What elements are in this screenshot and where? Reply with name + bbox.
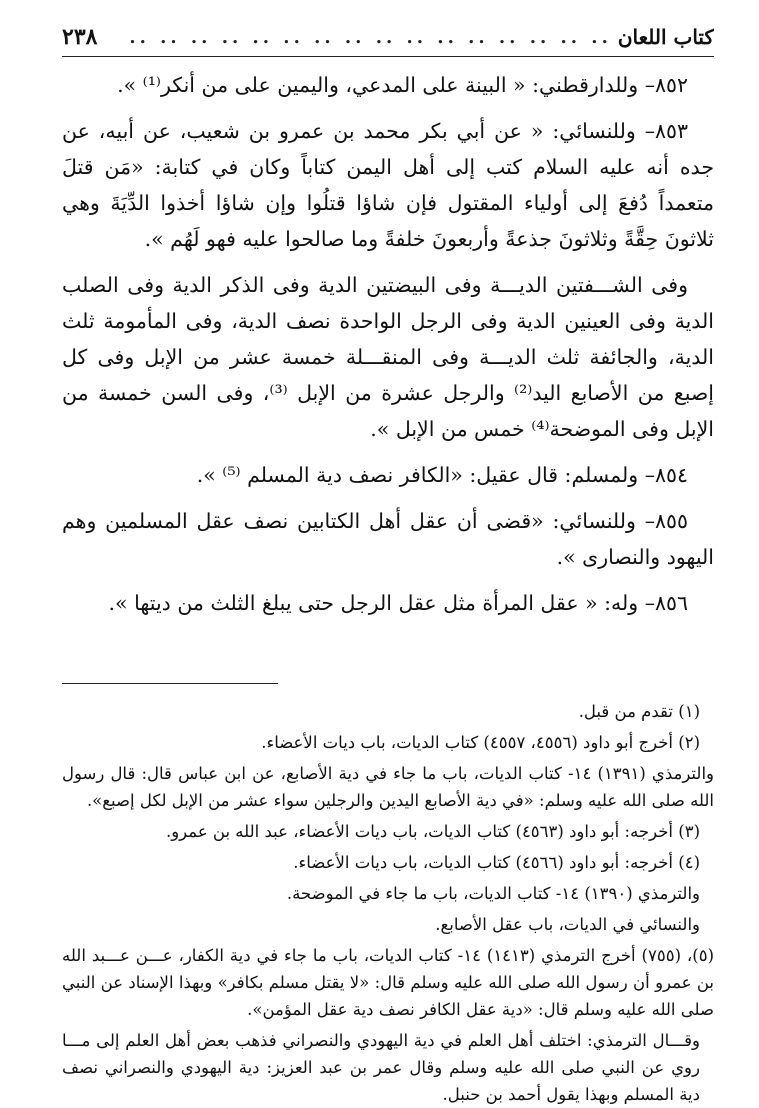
footnote-4-tirmidhi: والترمذي (١٣٩٠) ١٤- كتاب الديات، باب ما جاء في الموضحة. — [286, 884, 700, 903]
footnote-4: (٤) أخرجه: أبو داود (٤٥٦٦) كتاب الديات، باب ديات الأعضاء. — [293, 853, 700, 872]
main-text — [62, 67, 714, 621]
hadith-852: ٨٥٢– وللدارقطني: « البينة على المدعي، واليمين على من أنكر⁽¹⁾ ». — [117, 73, 688, 97]
leader-dots: .. .. .. .. .. .. .. .. .. .. .. .. .. .. .. .. — [129, 26, 612, 48]
hadith-856: ٨٥٦– وله: « عقل المرأة مثل عقل الرجل حتى يبلغ الثلث من ديتها ». — [108, 591, 688, 615]
footnote-5-tirmidhi-comment: وقـــال الترمذي: اختلف أهل العلم في دية اليهودي والنصراني فذهب بعض أهل العلم إلى مـــا روي عن النبي صلى الله عليه وسلم وقال عمر بن عبد العزيز: دية اليهودي والنصراني نصف دية المسلم وبهذا يقول أحمد بن حنبل. — [62, 1031, 700, 1104]
hadith-853-continued: وفى الشـــفتين الديـــة وفى البيضتين الدية وفى الذكر الدية وفى الصلب الدية وفى العينين الدية وفى الرجل الواحدة نصف الدية، وفى المأمومة ثلث الدية، والجائفة ثلث الديـــة وفى المنقـــلة خمسة عشر من الإبل وفى كل إصبع من الأصابع اليد⁽²⁾ والرجل عشرة من الإبل ⁽³⁾، وفى السن خمسة من الإبل وفى الموضحة⁽⁴⁾ خمس من الإبل ». — [62, 273, 714, 441]
book-page — [62, 18, 714, 1104]
footnote-5: (٥)، (٧٥٥) أخرج الترمذي (١٤١٣) ١٤- كتاب الديات، باب ما جاء في دية الكفار، عـــن عـــبد الله بن عمرو أن رسول الله صلى الله عليه وسلم قال: «لا يقتل مسلم بكافر» وبهذا الإسناد عن النبي صلى الله عليه وسلم قال: «دية عقل الكافر نصف دية عقل المؤمن». — [62, 946, 714, 1019]
hadith-853: ٨٥٣– وللنسائي: « عن أبي بكر محمد بن عمرو بن شعيب، عن أبيه، عن جده أنه عليه السلام كتب إلى أهل اليمن كتاباً وكان في كتابة: «مَن قتلَ متعمداً دُفعَ إلى أولياء المقتول فإن شاؤا قتلُوا وإن شاؤا أخذوا الدِّيَةَ وهي ثلاثونَ حِقَّةً وثلاثونَ جذعةً وأربعونَ خلفةً وما صالحوا عليه فهو لَهُم ». — [62, 119, 714, 251]
footnote-2-tirmidhi: والترمذي (١٣٩١) ١٤- كتاب الديات، باب ما جاء في دية الأصابع، عن ابن عباس قال: قال رسول الله صلى الله عليه وسلم: «في دية الأصابع اليدين والرجلين سواء عشر من الإبل لكل إصبع». — [62, 764, 714, 810]
chapter-title: كتاب اللعان — [617, 25, 714, 49]
running-header — [62, 18, 714, 57]
footnote-1: (١) تقدم من قبل. — [578, 702, 700, 721]
footnote-3: (٣) أخرجه: أبو داود (٤٥٦٣) كتاب الديات، باب ديات الأعضاء، عبد الله بن عمرو. — [165, 822, 700, 841]
hadith-854: ٨٥٤– ولمسلم: قال عقيل: «الكافر نصف دية المسلم ⁽⁵⁾ ». — [196, 463, 688, 487]
footnote-4-nasai: والنسائي في الديات، باب عقل الأصابع. — [435, 915, 700, 934]
footnotes — [62, 698, 714, 1108]
footnote-2: (٢) أخرج أبو داود (٤٥٥٦، ٤٥٥٧) كتاب الديات، باب ديات الأعضاء. — [261, 733, 700, 752]
footnote-separator — [62, 683, 278, 684]
hadith-855: ٨٥٥– وللنسائي: «قضى أن عقل أهل الكتابين نصف عقل المسلمين وهم اليهود والنصارى ». — [62, 509, 714, 569]
page-number: ٢٣٨ — [62, 24, 98, 50]
